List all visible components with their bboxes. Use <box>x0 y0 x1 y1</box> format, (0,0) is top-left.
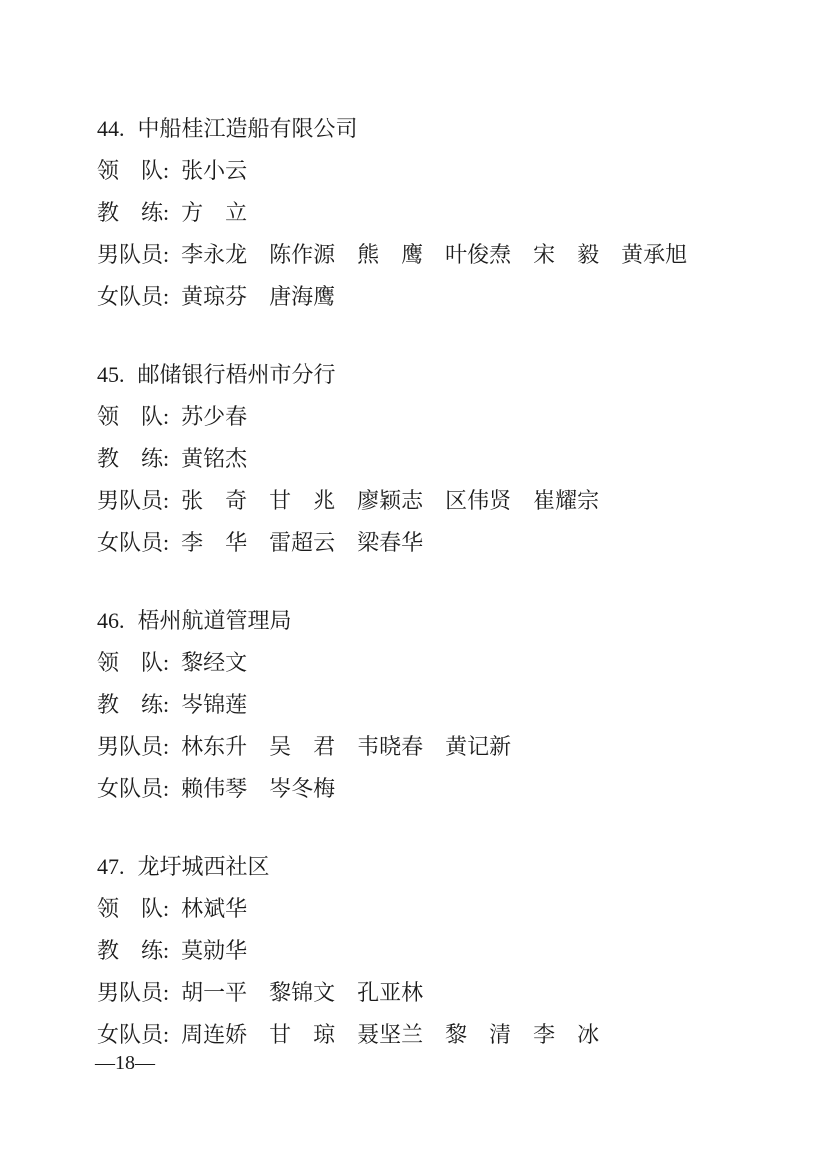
female-members-label: 女队员 <box>97 284 164 309</box>
coach-name: 莫勍华 <box>181 938 248 963</box>
colon: : <box>163 242 170 267</box>
female-members-line <box>97 768 687 810</box>
colon: : <box>163 446 170 471</box>
male-members-label: 男队员 <box>97 488 164 513</box>
coach-label: 教 练 <box>97 200 164 225</box>
team-section <box>97 354 687 564</box>
female-members-label: 女队员 <box>97 530 164 555</box>
leader-name: 黎经文 <box>181 650 248 675</box>
male-members-line <box>97 726 687 768</box>
coach-label: 教 练 <box>97 446 164 471</box>
coach-line <box>97 192 687 234</box>
male-members-line <box>97 972 687 1014</box>
colon: : <box>163 488 170 513</box>
team-number: 46. <box>97 608 125 633</box>
coach-line <box>97 930 687 972</box>
colon: : <box>163 980 170 1005</box>
colon: : <box>163 1022 170 1047</box>
team-number: 44. <box>97 116 125 141</box>
team-name: 龙圩城西社区 <box>137 854 270 879</box>
male-members-line <box>97 480 687 522</box>
female-members-list: 李 华 雷超云 梁春华 <box>181 530 424 555</box>
colon: : <box>163 692 170 717</box>
coach-label: 教 练 <box>97 938 164 963</box>
female-members-label: 女队员 <box>97 1022 164 1047</box>
team-number: 47. <box>97 854 125 879</box>
colon: : <box>163 938 170 963</box>
leader-label: 领 队 <box>97 896 164 921</box>
coach-line <box>97 684 687 726</box>
team-title-line <box>97 108 687 150</box>
leader-name: 张小云 <box>181 158 248 183</box>
colon: : <box>163 404 170 429</box>
coach-name: 黄铭杰 <box>181 446 248 471</box>
colon: : <box>163 530 170 555</box>
team-title-line <box>97 846 687 888</box>
leader-label: 领 队 <box>97 404 164 429</box>
female-members-list: 周连娇 甘 琼 聂坚兰 黎 清 李 冰 <box>181 1022 600 1047</box>
team-name: 邮储银行梧州市分行 <box>137 362 336 387</box>
male-members-list: 胡一平 黎锦文 孔亚林 <box>181 980 424 1005</box>
team-name: 梧州航道管理局 <box>137 608 292 633</box>
leader-name: 林斌华 <box>181 896 248 921</box>
leader-line <box>97 150 687 192</box>
team-title-line <box>97 600 687 642</box>
coach-label: 教 练 <box>97 692 164 717</box>
female-members-label: 女队员 <box>97 776 164 801</box>
colon: : <box>163 734 170 759</box>
team-name: 中船桂江造船有限公司 <box>137 116 358 141</box>
male-members-label: 男队员 <box>97 980 164 1005</box>
male-members-list: 张 奇 甘 兆 廖颖志 区伟贤 崔耀宗 <box>181 488 600 513</box>
team-roster <box>97 108 687 1092</box>
male-members-label: 男队员 <box>97 242 164 267</box>
male-members-label: 男队员 <box>97 734 164 759</box>
colon: : <box>163 158 170 183</box>
leader-label: 领 队 <box>97 650 164 675</box>
colon: : <box>163 650 170 675</box>
female-members-line <box>97 1014 687 1056</box>
coach-line <box>97 438 687 480</box>
leader-name: 苏少春 <box>181 404 248 429</box>
page-number: —18— <box>95 1052 155 1074</box>
coach-name: 方 立 <box>181 200 248 225</box>
team-section <box>97 600 687 810</box>
female-members-list: 黄琼芬 唐海鹰 <box>181 284 336 309</box>
team-section <box>97 846 687 1056</box>
colon: : <box>163 776 170 801</box>
team-title-line <box>97 354 687 396</box>
female-members-line <box>97 276 687 318</box>
female-members-line <box>97 522 687 564</box>
colon: : <box>163 284 170 309</box>
male-members-line <box>97 234 687 276</box>
female-members-list: 赖伟琴 岑冬梅 <box>181 776 336 801</box>
colon: : <box>163 896 170 921</box>
male-members-list: 林东升 吴 君 韦晓春 黄记新 <box>181 734 512 759</box>
team-number: 45. <box>97 362 125 387</box>
team-section <box>97 108 687 318</box>
leader-line <box>97 888 687 930</box>
colon: : <box>163 200 170 225</box>
leader-line <box>97 642 687 684</box>
coach-name: 岑锦莲 <box>181 692 248 717</box>
leader-label: 领 队 <box>97 158 164 183</box>
male-members-list: 李永龙 陈作源 熊 鹰 叶俊焘 宋 毅 黄承旭 <box>181 242 688 267</box>
leader-line <box>97 396 687 438</box>
